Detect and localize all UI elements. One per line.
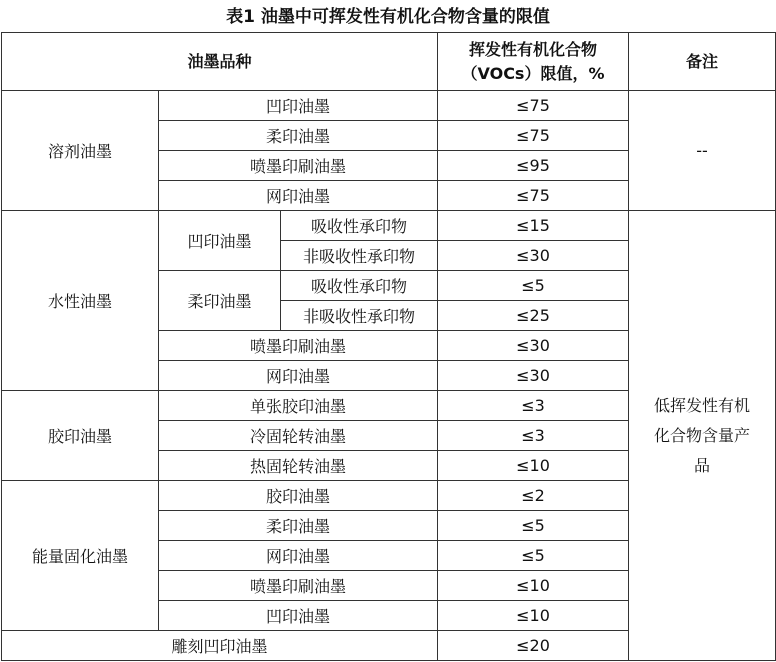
remark-low-voc — [629, 211, 776, 661]
substrate-name: 吸收性承印物 — [281, 211, 438, 241]
ink-name: 喷墨印刷油墨 — [159, 151, 438, 181]
voc-limit: ≤30 — [438, 361, 629, 391]
ink-name: 雕刻凹印油墨 — [2, 631, 438, 661]
ink-name: 冷固轮转油墨 — [159, 421, 438, 451]
voc-limit: ≤10 — [438, 571, 629, 601]
ink-name: 网印油墨 — [159, 541, 438, 571]
ink-name: 胶印油墨 — [159, 481, 438, 511]
voc-limit: ≤5 — [438, 271, 629, 301]
table-title: 表1 油墨中可挥发性有机化合物含量的限值 — [226, 7, 550, 27]
remark-solvent: -- — [629, 91, 776, 211]
ink-name: 网印油墨 — [159, 181, 438, 211]
voc-limit: ≤5 — [438, 511, 629, 541]
header-row — [2, 33, 776, 91]
ink-name: 单张胶印油墨 — [159, 391, 438, 421]
voc-limit: ≤2 — [438, 481, 629, 511]
voc-limit: ≤10 — [438, 451, 629, 481]
voc-limit: ≤95 — [438, 151, 629, 181]
remark-line: 品 — [693, 455, 710, 475]
voc-limit: ≤75 — [438, 181, 629, 211]
voc-limit: ≤20 — [438, 631, 629, 661]
substrate-name: 非吸收性承印物 — [281, 301, 438, 331]
header-remark: 备注 — [629, 33, 776, 91]
voc-limit: ≤3 — [438, 391, 629, 421]
table-row — [2, 91, 776, 121]
remark-line: 化合物含量产 — [653, 425, 750, 445]
voc-limits-table — [1, 32, 776, 661]
ink-name: 喷墨印刷油墨 — [159, 571, 438, 601]
voc-limit: ≤30 — [438, 331, 629, 361]
sub-group-gravure: 凹印油墨 — [159, 211, 281, 271]
group-water: 水性油墨 — [2, 211, 159, 391]
ink-name: 网印油墨 — [159, 361, 438, 391]
voc-limit: ≤5 — [438, 541, 629, 571]
sub-group-flexo: 柔印油墨 — [159, 271, 281, 331]
voc-limit: ≤3 — [438, 421, 629, 451]
ink-name: 热固轮转油墨 — [159, 451, 438, 481]
ink-name: 喷墨印刷油墨 — [159, 331, 438, 361]
voc-limit: ≤25 — [438, 301, 629, 331]
substrate-name: 吸收性承印物 — [281, 271, 438, 301]
remark-line: 低挥发性有机 — [653, 395, 750, 415]
voc-limit: ≤30 — [438, 241, 629, 271]
voc-limit: ≤75 — [438, 121, 629, 151]
group-energy-curing: 能量固化油墨 — [2, 481, 159, 631]
voc-limit: ≤10 — [438, 601, 629, 631]
header-voc-line1: 挥发性有机化合物 — [468, 39, 597, 59]
group-offset: 胶印油墨 — [2, 391, 159, 481]
voc-limit: ≤15 — [438, 211, 629, 241]
ink-name: 凹印油墨 — [159, 91, 438, 121]
header-voc-limit — [438, 33, 629, 91]
voc-limit: ≤75 — [438, 91, 629, 121]
header-ink-type: 油墨品种 — [2, 33, 438, 91]
ink-name: 凹印油墨 — [159, 601, 438, 631]
ink-name: 柔印油墨 — [159, 121, 438, 151]
table-row — [2, 211, 776, 241]
header-voc-line2: （VOCs）限值，% — [461, 63, 605, 83]
substrate-name: 非吸收性承印物 — [281, 241, 438, 271]
ink-name: 柔印油墨 — [159, 511, 438, 541]
group-solvent: 溶剂油墨 — [2, 91, 159, 211]
